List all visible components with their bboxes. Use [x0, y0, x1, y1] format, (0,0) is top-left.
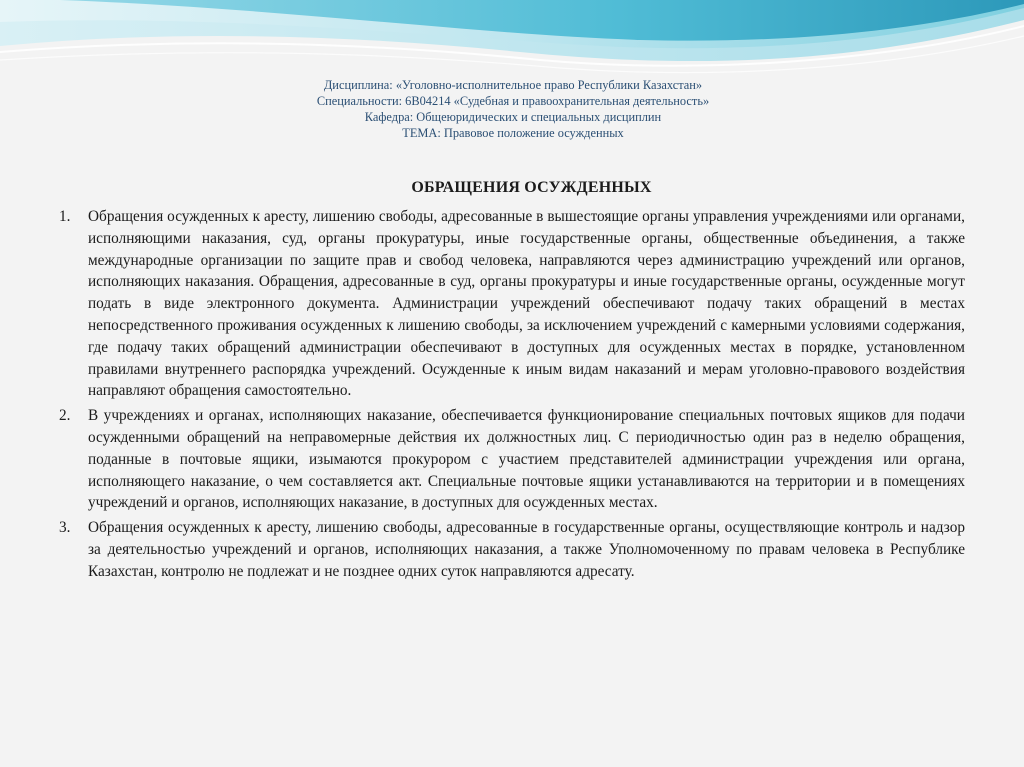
paragraph-text: Обращения осужденных к аресту, лишению свободы, адресованные в государственные органы, осуществляющие контроль и надзор за деятельностью учреждений и органов, исполняющих наказания, а также Уполномоченному по правам человека в Республике Казахстан, контролю не подлежат и не позднее одних суток направляются адресату.: [88, 519, 965, 580]
department-line: Кафедра: Общеюридических и специальных дисциплин: [364, 110, 662, 124]
paragraph-1: [59, 206, 965, 402]
paragraph-number: 1.: [59, 208, 71, 225]
paragraph-text: Обращения осужденных к аресту, лишению свободы, адресованные в вышестоящие органы управления учреждениями или органами, исполняющими наказания, суд, органы прокуратуры, иные государственные органы, общественные объединения, а также международные организации по защите прав и свобод человека, направляются через администрацию учреждений или органов, исполняющих наказания. Обращения, адресованные в суд, органы прокуратуры и иные государственные органы, осужденные могут подать в виде электронного документа. Администрации учреждений обеспечивают подачу таких обращений в местах непосредственного проживания осужденных к лишению свободы, за исключением учреждений с камерными условиями содержания, где подачу таких обращений администрации обеспечивают в доступных для осужденных местах в порядке, установленном правилами внутреннего распорядка учреждений. Осужденные к иным видам наказаний и мерам уголовно-правового воздействия направляют обращения самостоятельно.: [88, 208, 965, 400]
paragraph-2: [59, 405, 965, 514]
paragraph-3: [59, 517, 965, 582]
specialty-line: Специальности: 6В04214 «Судебная и правоохранительная деятельность»: [316, 94, 710, 108]
section-title: ОБРАЩЕНИЯ ОСУЖДЕННЫХ: [411, 179, 652, 196]
course-header: [190, 77, 836, 141]
topic-line: ТЕМА: Правовое положение осужденных: [402, 126, 624, 140]
paragraph-number: 2.: [59, 407, 71, 425]
slide-body: [59, 178, 965, 583]
paragraph-text: В учреждениях и органах, исполняющих наказание, обеспечивается функционирование специальных почтовых ящиков для подачи осужденными обращений на неправомерные действия их должностных лиц. С периодичностью один раз в неделю обращения, поданные в почтовые ящики, изымаются прокурором с участием представителей администрации учреждения или органа, исполняющего наказание, о чем составляется акт. Специальные почтовые ящики устанавливаются на территории и в помещениях учреждений и органов, исполняющих наказание, в доступных для осужденных местах.: [88, 407, 965, 512]
paragraph-number: 3.: [59, 519, 71, 537]
discipline-line: Дисциплина: «Уголовно-исполнительное право Республики Казахстан»: [323, 78, 703, 92]
